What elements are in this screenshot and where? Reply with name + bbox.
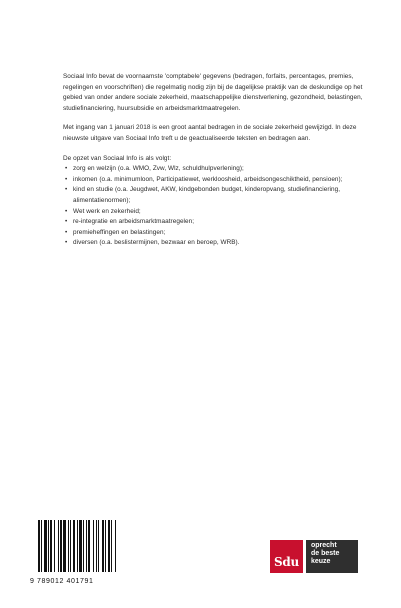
list-item: • re-integratie en arbeidsmarktmaatregelen; — [63, 217, 363, 228]
barcode-bar — [93, 520, 94, 572]
list-item: • diversen (o.a. beslistermijnen, bezwaar en beroep, WRB). — [63, 238, 363, 249]
barcode-bar — [50, 520, 52, 572]
barcode-bar — [73, 520, 75, 572]
barcode-bar — [38, 520, 40, 572]
isbn-barcode — [30, 520, 120, 592]
barcode-bar — [102, 520, 104, 572]
barcode-bar — [68, 520, 69, 572]
list-item: • premieheffingen en belastingen; — [63, 228, 363, 239]
sdu-logo-text: Sdu — [274, 555, 299, 569]
barcode-digits: 9 789012 401791 — [30, 578, 94, 585]
barcode-bar — [41, 520, 42, 572]
barcode-bar — [98, 520, 99, 572]
barcode-bar — [88, 520, 90, 572]
tagline-line: keuze — [311, 558, 331, 565]
sdu-logo — [270, 540, 303, 573]
list-item: • Wet werk en zekerheid; — [63, 207, 363, 218]
tagline-line: oprecht — [311, 542, 337, 549]
back-cover-text — [63, 72, 363, 249]
list-item: • inkomen (o.a. minimumloon, Participatiewet, werkloosheid, arbeidsongeschiktheid, pensioen); — [63, 175, 363, 186]
intro-paragraph-2: Met ingang van 1 januari 2018 is een groot aantal bedragen in de sociale zekerheid gewijzigd. In deze nieuwste uitgave van Sociaal Info treft u de geactualiseerde teksten en bedragen aan. — [63, 124, 357, 142]
barcode-bar — [83, 520, 84, 572]
barcode-bar — [63, 520, 66, 572]
list-item: • zorg en welzijn (o.a. WMO, Zvw, Wlz, schuldhulpverlening); — [63, 164, 363, 175]
barcode-bar — [44, 520, 47, 572]
barcode-bar — [60, 520, 62, 572]
barcode-bar — [115, 520, 116, 572]
tagline-line: de beste — [311, 550, 340, 557]
barcode-bar — [108, 520, 110, 572]
barcode-bar — [79, 520, 82, 572]
barcode-bar — [58, 520, 59, 572]
intro-paragraph-1: Sociaal Info bevat de voornaamste 'comptabele' gegevens (bedragen, forfaits, percentages, premies, regelingen en voorschriften) die regelmatig nodig zijn bij de dagelijkse praktijk van de deskundige op het gebied van onder andere sociale zekerheid, maatschappelijke dienstverlening, gezondheid, belastingen, studiefinanciering, huursubsidie en arbeidsmarktmaatregelen. — [63, 73, 363, 112]
contents-list — [63, 164, 363, 249]
barcode-bar — [70, 520, 71, 572]
barcode-bars — [30, 520, 120, 576]
list-item: • kind en studie (o.a. Jeugdwet, AKW, kindgebonden budget, kinderopvang, studiefinanciering, alimentatienormen); — [63, 185, 363, 206]
sdu-tagline — [306, 540, 358, 573]
barcode-bar — [77, 520, 78, 572]
barcode-bar — [96, 520, 97, 572]
barcode-bar — [48, 520, 49, 572]
barcode-bar — [86, 520, 87, 572]
barcode-bar — [111, 520, 112, 572]
list-intro: De opzet van Sociaal Info is als volgt: — [63, 154, 172, 162]
barcode-bar — [54, 520, 55, 572]
barcode-bar — [105, 520, 106, 572]
